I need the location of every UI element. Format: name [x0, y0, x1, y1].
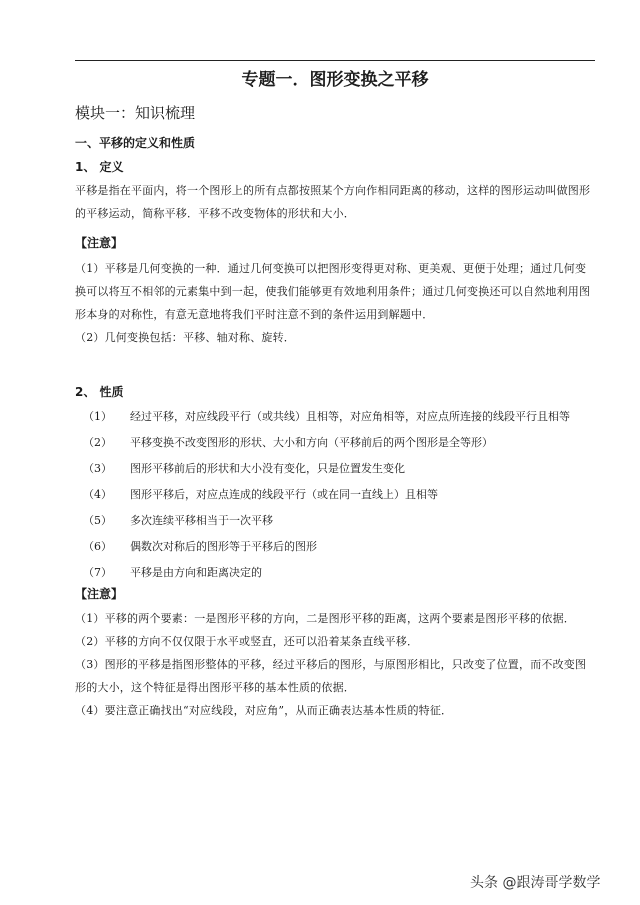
item-text: 多次连续平移相当于一次平移	[130, 514, 273, 527]
note-line: 形的大小，这个特征是得出图形平移的基本性质的依据．	[75, 681, 355, 694]
note-line: 换可以将互不相邻的元素集中到一起，使我们能够更有效地利用条件；通过几何变换还可以自然地利用图	[75, 285, 591, 298]
definition-line: 平移是指在平面内，将一个图形上的所有点都按照某个方向作相同距离的移动，这样的图形运动叫做图形	[75, 184, 591, 197]
note-line: （2）几何变换包括：平移、轴对称、旋转．	[75, 331, 295, 344]
item-text: 偶数次对称后的图形等于平移后的图形	[130, 540, 317, 553]
definition-line: 的平移运动，简称平移．平移不改变物体的形状和大小．	[75, 207, 355, 220]
item-number: （3）	[83, 462, 112, 475]
item-number: （2）	[83, 436, 112, 449]
note-label: 【注意】	[75, 587, 124, 601]
item-number: （6）	[83, 540, 112, 553]
item-number: （5）	[83, 514, 112, 527]
item-text: 图形平移前后的形状和大小没有变化，只是位置发生变化	[130, 462, 405, 475]
item-text: 经过平移，对应线段平行（或共线）且相等，对应角相等，对应点所连接的线段平行且相等	[130, 410, 570, 423]
item-text: 平移是由方向和距离决定的	[130, 566, 262, 579]
note-line: （3）图形的平移是指图形整体的平移，经过平移后的图形，与原图形相比，只改变了位置，而不改变图	[75, 658, 587, 671]
header-rule	[75, 60, 595, 61]
note-line: （1）平移是几何变换的一种．通过几何变换可以把图形变得更对称、更美观、更便于处理；通过几何变	[75, 262, 587, 275]
item-text: 图形平移后，对应点连成的线段平行（或在同一直线上）且相等	[130, 488, 438, 501]
note1-paragraph	[75, 257, 605, 349]
definition-paragraph	[75, 179, 605, 225]
note-line: （4）要注意正确找出“对应线段，对应角”，从而正确表达基本性质的特征．	[75, 704, 453, 717]
note2-paragraph	[75, 607, 605, 722]
note-label: 【注意】	[75, 236, 124, 250]
subsection-definition: 1、 定义	[75, 160, 124, 174]
item-number: （4）	[83, 488, 112, 501]
note-line: （1）平移的两个要素：一是图形平移的方向，二是图形平移的距离，这两个要素是图形平移的依据．	[75, 612, 575, 625]
note-line: 形本身的对称性，有意无意地将我们平时注意不到的条件运用到解题中．	[75, 308, 434, 321]
module-title: 模块一：知识梳理	[75, 104, 196, 122]
page-title: 专题一．图形变换之平移	[241, 70, 429, 90]
subsection-properties: 2、 性质	[75, 385, 124, 399]
section-heading: 一、平移的定义和性质	[75, 136, 196, 150]
item-text: 平移变换不改变图形的形状、大小和方向（平移前后的两个图形是全等形）	[130, 436, 493, 449]
item-number: （7）	[83, 566, 112, 579]
item-number: （1）	[83, 410, 112, 423]
watermark: 头条 @跟涛哥学数学	[470, 875, 601, 891]
note-line: （2）平移的方向不仅仅限于水平或竖直，还可以沿着某条直线平移．	[75, 635, 419, 648]
